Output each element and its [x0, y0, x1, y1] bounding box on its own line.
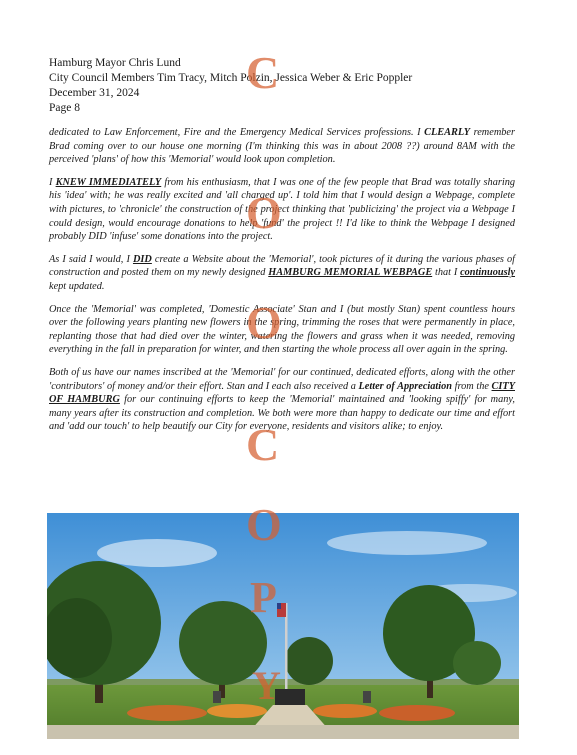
- memorial-marker: [363, 691, 371, 703]
- p1-emphasis: CLEARLY: [424, 127, 471, 138]
- watermark-letter: Y: [252, 663, 281, 708]
- letter-body: [49, 126, 515, 443]
- header-page-number: Page 8: [49, 102, 80, 114]
- watermark-letter: O: [246, 499, 282, 550]
- watermark-letter: C: [246, 419, 280, 470]
- p5-text-e: for our continuing efforts to keep the 'Memorial' maintained and 'looking spiffy' for many, many years after its construction and completion. We both were more than happy to dedicate our time and effort and 'add our touch' to help beautify our City for everyone, residents and visitors alike; to enjoy.: [49, 394, 515, 433]
- tree-middle: [179, 601, 267, 685]
- memorial-photo-illustration: [47, 513, 519, 739]
- flower-bed: [127, 705, 207, 721]
- p3-text-a: As I said I would, I: [49, 253, 133, 265]
- paragraph-3: [49, 253, 515, 294]
- watermark-letter: O: [246, 187, 282, 238]
- p3-emphasis-did: DID: [132, 253, 152, 265]
- p3-text-g: kept updated.: [49, 280, 105, 292]
- p3-text-e: that I: [432, 267, 461, 279]
- letter-header: [49, 56, 412, 116]
- paragraph-1: [49, 126, 515, 167]
- p2-text-c: from his enthusiasm, that I was one of the few people that Brad was totally sharing his 'idea' with; he was really excited and 'all charged up'. I told him that I would design a Webpage, complete with pictures, to 'chronicle' the construction of the project thinking that 'publicizing' the project via a Webpage I could design, would encourage donations to help 'fund' the project !! I'd like to think the Webpage I designed probably DID 'infuse' some donations into the project.: [49, 176, 516, 243]
- p1-text-c: remember Brad coming over to our house one morning (I'm thinking this was in about 2008 ??) around 8AM with the perceived 'plans' of how this 'Memorial' would look upon completion.: [49, 127, 515, 166]
- cloud: [327, 531, 487, 555]
- paragraph-2: [49, 176, 515, 244]
- p5-letter-of-appreciation: Letter of Appreciation: [358, 380, 453, 392]
- cloud: [97, 539, 217, 567]
- watermark-letter: O: [246, 297, 282, 348]
- flagpole: [285, 603, 288, 698]
- paragraph-4: Once the 'Memorial' was completed, 'Domestic Associate' Stan and I (but mostly Stan) spent countless hours over the following years planting new flowers in the spring, trimming the roses that were permanently in place, replanting those that had died over the winter, watering the flowers and grass when it was needed, removing everything in the fall in preparation for winter, and then starting the whole process all over again in the spring.: [49, 303, 515, 356]
- p2-emphasis: KNEW IMMEDIATELY: [55, 176, 162, 188]
- memorial-marker: [213, 691, 221, 703]
- p2-text-a: I: [49, 176, 56, 188]
- tree-small: [285, 637, 333, 685]
- header-date-line: December 31, 2024: [49, 87, 140, 99]
- header-council-line: City Council Members Tim Tracy, Mitch Polzin, Jessica Weber & Eric Poppler: [49, 72, 413, 84]
- p5-text-a: Both of us have our names inscribed at the 'Memorial' for our continued, dedicated efforts, along with the other 'contributors' of money and/or their effort. Stan and I each also received a: [49, 366, 515, 392]
- watermark-letter: C: [246, 47, 280, 98]
- flower-bed: [207, 704, 267, 718]
- p3-text-c: create a Website about the 'Memorial', took pictures of it during the various phases of construction and posted them on my newly designed: [49, 253, 515, 279]
- road-edge: [47, 725, 519, 739]
- flower-bed: [313, 704, 377, 718]
- flower-bed: [379, 705, 455, 721]
- tree-right-small: [453, 641, 501, 685]
- p1-text-a: dedicated to Law Enforcement, Fire and the Emergency Medical Services professions. I: [49, 127, 425, 138]
- p5-city-of-hamburg: CITY OF HAMBURG: [49, 380, 515, 406]
- watermark-letter: P: [250, 573, 277, 622]
- p5-text-c: from the: [452, 380, 492, 392]
- p3-emphasis-continuously: continuously: [460, 267, 516, 279]
- header-mayor-line: Hamburg Mayor Chris Lund: [49, 57, 181, 69]
- memorial-stone: [275, 689, 305, 705]
- p3-webpage-title: HAMBURG MEMORIAL WEBPAGE: [268, 267, 433, 279]
- paragraph-5: [49, 366, 515, 434]
- flag-canton: [277, 603, 281, 609]
- memorial-photo: [47, 513, 519, 739]
